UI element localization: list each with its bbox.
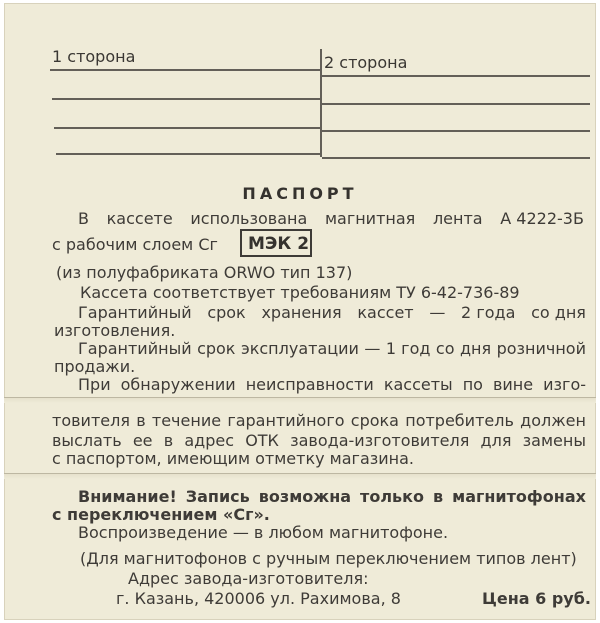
- passport-line-12: с паспортом, имеющим отметку магазина.: [52, 449, 415, 468]
- word: ее: [132, 431, 153, 450]
- word: для: [480, 431, 512, 450]
- word: выслать: [52, 431, 122, 450]
- word: При: [78, 375, 111, 394]
- passport-title: ПАСПОРТ: [242, 184, 358, 203]
- word: вине: [492, 375, 534, 394]
- side-2-line-4: [322, 157, 590, 159]
- word: Гарантийный: [78, 339, 192, 358]
- word: со: [435, 339, 455, 358]
- side-1-line-4: [56, 153, 320, 155]
- word: течение: [151, 411, 222, 430]
- factory-address: г. Казань, 420006 ул. Рахимова, 8: [116, 589, 401, 608]
- word: изго-: [543, 375, 586, 394]
- notice-line-3: Воспроизведение — в любом магнитофоне.: [78, 523, 449, 542]
- word: Гарантийный: [78, 303, 192, 322]
- word: в: [163, 431, 174, 450]
- word: розничной: [496, 339, 586, 358]
- word: потребитель: [405, 411, 514, 430]
- word: неисправности: [245, 375, 374, 394]
- word: использована: [190, 209, 308, 228]
- word: только: [360, 487, 424, 506]
- mek-stamp: [240, 229, 312, 257]
- passport-line-7: [78, 339, 586, 358]
- passport-line-1: [78, 209, 584, 228]
- side-2-line-3: [322, 130, 590, 132]
- word: эксплуатации: [240, 339, 359, 358]
- word: обнаружении: [120, 375, 236, 394]
- word: кассете: [106, 209, 173, 228]
- passport-line-9: [78, 375, 586, 394]
- passport-line-5: [78, 303, 586, 322]
- passport-line-11: [52, 431, 586, 450]
- passport-line-4: Кассета соответствует требованиям ТУ 6-42-736-89: [80, 283, 520, 302]
- word: 2 года: [461, 303, 516, 322]
- word: дня: [459, 339, 492, 358]
- passport-line-2: с рабочим слоем Сг: [52, 235, 218, 254]
- word: А 4222-3Б: [500, 209, 584, 228]
- notice-line-2: с переключением «Сг».: [52, 505, 270, 524]
- word: срока: [350, 411, 399, 430]
- notice-line-4: (Для магнитофонов с ручным переключением типов лент): [80, 549, 577, 568]
- side-2-label: 2 сторона: [324, 53, 408, 72]
- word: возможна: [258, 487, 352, 506]
- cassette-passport-card: [4, 3, 596, 620]
- word: В: [78, 209, 89, 228]
- passport-line-8: продажи.: [54, 357, 136, 376]
- word: со дня: [531, 303, 586, 322]
- side-1-line-1: [50, 69, 320, 71]
- word: гарантийного: [227, 411, 345, 430]
- word: товителя: [52, 411, 130, 430]
- word: Внимание!: [78, 487, 177, 506]
- word: в: [433, 487, 444, 506]
- notice-line-1: [78, 487, 586, 506]
- fold-shadow-2: [4, 474, 596, 479]
- passport-line-3: (из полуфабриката ORWO тип 137): [56, 263, 353, 282]
- word: срок: [207, 303, 246, 322]
- word: магнитофонах: [452, 487, 586, 506]
- word: Запись: [185, 487, 250, 506]
- word: завода-изготовителя: [290, 431, 470, 450]
- word: хранения: [261, 303, 342, 322]
- word: в: [136, 411, 146, 430]
- word: срок: [197, 339, 236, 358]
- word: лента: [432, 209, 483, 228]
- side-2-line-2: [322, 103, 590, 105]
- side-2-line-1: [322, 75, 590, 77]
- side-1-line-3: [54, 127, 320, 129]
- word: ОТК: [245, 431, 279, 450]
- passport-line-6: изготовления.: [54, 321, 176, 340]
- passport-line-10: [52, 411, 586, 430]
- address-label: Адрес завода-изготовителя:: [128, 569, 369, 588]
- side-1-line-2: [52, 98, 320, 100]
- word: должен: [520, 411, 586, 430]
- word: 1 год: [385, 339, 431, 358]
- side-1-label: 1 сторона: [52, 47, 136, 66]
- word: адрес: [184, 431, 234, 450]
- word: магнитная: [324, 209, 416, 228]
- word: кассет: [357, 303, 414, 322]
- price-label: Цена 6 руб.: [482, 589, 591, 608]
- word: кассеты: [383, 375, 453, 394]
- word: по: [462, 375, 483, 394]
- word: —: [429, 303, 446, 322]
- word: —: [364, 339, 381, 358]
- mek-stamp-label: МЭК 2: [248, 234, 310, 254]
- fold-shadow-1: [4, 398, 596, 403]
- word: замены: [522, 431, 586, 450]
